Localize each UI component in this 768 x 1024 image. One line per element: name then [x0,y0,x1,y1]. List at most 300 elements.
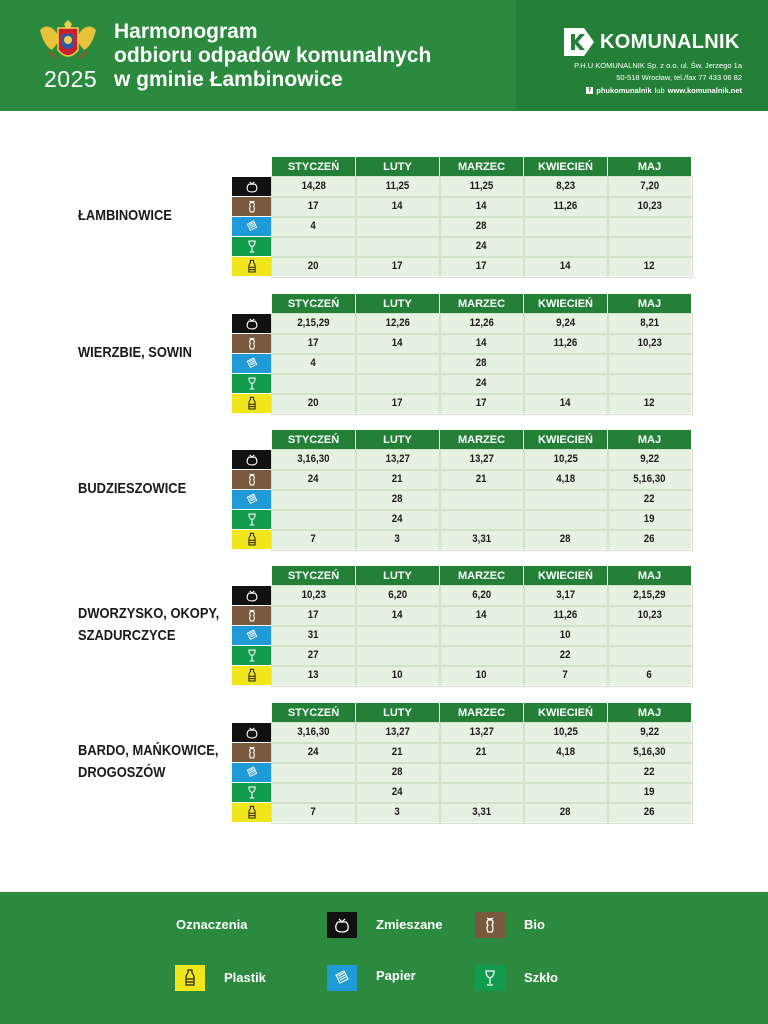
header-corner [232,157,272,177]
pickup-dates-cell [356,803,440,823]
pickup-dates: 10 [560,629,571,641]
pickup-dates-cell [272,530,356,550]
pickup-dates: 24 [392,786,403,798]
pickup-dates: 10,23 [301,589,326,601]
table-row [232,237,692,257]
pickup-dates: 22 [560,649,571,661]
month-header: MARZEC [440,294,524,314]
schedule-table [232,157,692,277]
paper-waste-icon [232,626,272,645]
pickup-dates: 28 [560,806,571,818]
pickup-dates: 3,31 [472,806,491,818]
pickup-dates-cell [524,666,608,686]
pickup-dates: 24 [476,240,487,252]
pickup-dates-cell [272,763,356,783]
pickup-dates-cell [272,803,356,823]
table-row [232,723,692,743]
links-separator: lub [654,85,665,95]
month-header: STYCZEŃ [272,294,356,314]
table-row [232,803,692,823]
glass-waste-icon [232,783,272,802]
pickup-dates: 14,28 [301,180,326,192]
pickup-dates-cell [608,743,692,763]
month-header: MARZEC [440,703,524,723]
table-row [232,606,692,626]
pickup-dates-cell [356,606,440,626]
pickup-dates: 17 [308,200,319,212]
month-header: STYCZEŃ [272,430,356,450]
month-header: MAJ [608,566,692,586]
pickup-dates-cell [272,257,356,277]
mixed-waste-icon [232,314,272,333]
pickup-dates: 10,25 [553,453,578,465]
pickup-dates-cell [608,586,692,606]
pickup-dates-cell [272,723,356,743]
month-header: MAJ [608,430,692,450]
month-header: MARZEC [440,157,524,177]
village-name [78,157,228,275]
pickup-dates-cell [356,470,440,490]
pickup-dates-cell [356,490,440,510]
pickup-dates: 24 [308,473,319,485]
pickup-dates: 14 [476,337,487,349]
pickup-dates-cell [524,530,608,550]
schedule-table [232,566,692,686]
paper-waste-icon [232,354,272,373]
pickup-dates: 3,31 [472,533,491,545]
waste-type-cell [232,257,272,277]
pickup-dates: 13 [308,669,319,681]
month-header: MARZEC [440,566,524,586]
pickup-dates-cell [356,510,440,530]
pickup-dates-cell [440,586,524,606]
pickup-dates: 19 [644,513,655,525]
table-row [232,334,692,354]
pickup-dates: 20 [308,397,319,409]
page-title [114,20,431,92]
pickup-dates-cell [608,354,692,374]
pickup-dates: 3 [394,806,401,818]
month-header: KWIECIEŃ [524,566,608,586]
pickup-dates-cell [272,606,356,626]
pickup-dates-cell [608,197,692,217]
pickup-dates-cell [440,763,524,783]
pickup-dates: 6,20 [472,589,491,601]
table-row [232,666,692,686]
komunalnik-logo-icon [562,26,596,58]
village-section [0,703,768,821]
pickup-dates-cell [440,646,524,666]
bio-waste-icon [232,334,272,353]
pickup-dates-cell [272,237,356,257]
pickup-dates-cell [608,470,692,490]
pickup-dates: 10,23 [637,609,662,621]
waste-type-cell [232,723,272,743]
month-header: LUTY [356,157,440,177]
pickup-dates-cell [356,217,440,237]
pickup-dates: 13,27 [385,726,410,738]
pickup-dates-cell [356,450,440,470]
pickup-dates-cell [272,197,356,217]
village-name-line: SZADURCZYCE [78,627,176,644]
website-link[interactable]: www.komunalnik.net [667,85,742,95]
table-row [232,197,692,217]
pickup-dates: 17 [476,260,487,272]
legend-paper-label: Papier [376,968,416,983]
pickup-dates: 22 [644,493,655,505]
waste-type-cell [232,394,272,414]
pickup-dates-cell [272,743,356,763]
waste-type-cell [232,803,272,823]
pickup-dates-cell [356,723,440,743]
pickup-dates: 11,25 [385,180,410,192]
pickup-dates-cell [272,626,356,646]
pickup-dates-cell [608,450,692,470]
pickup-dates-cell [440,334,524,354]
pickup-dates-cell [440,374,524,394]
pickup-dates: 14 [392,609,403,621]
pickup-dates: 5,16,30 [633,473,666,485]
pickup-dates: 11,25 [469,180,494,192]
legend-paper-icon [327,965,357,991]
pickup-dates-cell [272,314,356,334]
year-label: 2025 [44,66,98,92]
schedule-table [232,294,692,414]
pickup-dates-cell [272,510,356,530]
header-corner [232,294,272,314]
month-header: STYCZEŃ [272,566,356,586]
pickup-dates-cell [356,197,440,217]
month-header-row [232,430,692,450]
schedule-table [232,703,692,823]
village-name-line: DROGOSZÓW [78,764,166,781]
company-panel [516,0,768,111]
pickup-dates: 17 [392,397,403,409]
legend-glass-label: Szkło [524,970,558,985]
pickup-dates-cell [524,743,608,763]
pickup-dates: 12,26 [469,317,494,329]
waste-type-cell [232,490,272,510]
pickup-dates: 2,15,29 [633,589,666,601]
pickup-dates-cell [356,783,440,803]
pickup-dates: 13,27 [469,726,494,738]
pickup-dates-cell [524,217,608,237]
company-logo [562,26,740,58]
plastic-waste-icon [232,257,272,276]
pickup-dates: 12 [644,397,655,409]
waste-type-cell [232,666,272,686]
pickup-dates-cell [272,334,356,354]
table-row [232,177,692,197]
pickup-dates: 8,21 [640,317,659,329]
village-name-line: BUDZIESZOWICE [78,480,187,497]
company-info [574,60,742,97]
pickup-dates-cell [524,314,608,334]
pickup-dates: 14 [560,260,571,272]
plastic-waste-icon [232,530,272,549]
company-phone: 50-518 Wrocław, tel./fax 77 433 06 82 [616,73,742,82]
pickup-dates: 7 [310,806,317,818]
pickup-dates: 4 [310,357,317,369]
title-line-2: odbioru odpadów komunalnych [114,44,432,67]
pickup-dates-cell [272,354,356,374]
pickup-dates: 19 [644,786,655,798]
pickup-dates: 26 [644,533,655,545]
pickup-dates-cell [356,314,440,334]
pickup-dates: 9,22 [640,453,659,465]
waste-type-cell [232,763,272,783]
table-row [232,470,692,490]
pickup-dates-cell [440,530,524,550]
pickup-dates-cell [608,783,692,803]
pickup-dates-cell [608,394,692,414]
pickup-dates: 21 [476,746,487,758]
pickup-dates-cell [608,530,692,550]
month-header: MAJ [608,294,692,314]
glass-waste-icon [232,374,272,393]
month-header: LUTY [356,294,440,314]
pickup-dates-cell [608,490,692,510]
pickup-dates-cell [440,626,524,646]
pickup-dates-cell [440,490,524,510]
village-name-line: DWORZYSKO, OKOPY, [78,605,220,622]
pickup-dates: 14 [476,609,487,621]
pickup-dates-cell [272,490,356,510]
pickup-dates-cell [608,177,692,197]
pickup-dates: 17 [476,397,487,409]
pickup-dates: 3,16,30 [297,453,330,465]
plastic-waste-icon [232,394,272,413]
pickup-dates: 9,22 [640,726,659,738]
pickup-dates: 11,26 [553,200,578,212]
pickup-dates-cell [272,470,356,490]
pickup-dates-cell [356,666,440,686]
legend-plastic-icon [175,965,205,991]
pickup-dates: 5,16,30 [633,746,666,758]
pickup-dates-cell [608,314,692,334]
legend-plastic-label: Plastik [224,970,266,985]
pickup-dates-cell [524,257,608,277]
month-header-row [232,157,692,177]
pickup-dates-cell [608,646,692,666]
pickup-dates-cell [608,374,692,394]
pickup-dates-cell [608,723,692,743]
pickup-dates: 21 [392,473,403,485]
village-name [78,703,228,821]
pickup-dates-cell [272,783,356,803]
glass-waste-icon [232,510,272,529]
month-header-row [232,566,692,586]
pickup-dates: 7,20 [640,180,659,192]
plastic-waste-icon [232,803,272,822]
pickup-dates-cell [440,510,524,530]
waste-type-cell [232,177,272,197]
waste-type-cell [232,586,272,606]
pickup-dates: 10 [476,669,487,681]
pickup-dates-cell [524,510,608,530]
facebook-icon: f [586,87,593,94]
pickup-dates-cell [524,177,608,197]
month-header: KWIECIEŃ [524,157,608,177]
pickup-dates-cell [440,257,524,277]
table-row [232,586,692,606]
pickup-dates-cell [440,803,524,823]
pickup-dates: 2,15,29 [297,317,330,329]
pickup-dates-cell [524,586,608,606]
mixed-waste-icon [232,723,272,742]
pickup-dates-cell [356,354,440,374]
glass-waste-icon [232,646,272,665]
waste-type-cell [232,354,272,374]
village-name [78,566,228,684]
waste-type-cell [232,334,272,354]
pickup-dates-cell [608,237,692,257]
pickup-dates: 21 [476,473,487,485]
glass-waste-icon [232,237,272,256]
pickup-dates-cell [524,237,608,257]
pickup-dates: 6,20 [388,589,407,601]
table-row [232,743,692,763]
title-line-1: Harmonogram [114,20,258,43]
pickup-dates: 3 [394,533,401,545]
pickup-dates-cell [524,334,608,354]
bio-waste-icon [232,606,272,625]
mixed-waste-icon [232,177,272,196]
pickup-dates: 12 [644,260,655,272]
pickup-dates-cell [356,626,440,646]
pickup-dates: 20 [308,260,319,272]
pickup-dates: 3,17 [556,589,575,601]
table-row [232,314,692,334]
pickup-dates-cell [608,217,692,237]
pickup-dates-cell [440,394,524,414]
pickup-dates-cell [440,177,524,197]
bio-waste-icon [232,743,272,762]
brand-name: KOMUNALNIK [600,30,740,53]
facebook-handle[interactable]: phukomunalnik [596,85,652,95]
pickup-dates-cell [272,177,356,197]
pickup-dates-cell [272,450,356,470]
pickup-dates: 3,16,30 [297,726,330,738]
pickup-dates: 10,23 [637,200,662,212]
legend-mixed-label: Zmieszane [376,917,443,932]
pickup-dates-cell [440,470,524,490]
pickup-dates: 14 [392,337,403,349]
pickup-dates-cell [356,334,440,354]
pickup-dates-cell [272,217,356,237]
pickup-dates: 7 [310,533,317,545]
pickup-dates: 4,18 [556,473,575,485]
pickup-dates-cell [608,510,692,530]
plastic-waste-icon [232,666,272,685]
pickup-dates: 27 [308,649,319,661]
month-header: KWIECIEŃ [524,430,608,450]
month-header: KWIECIEŃ [524,703,608,723]
pickup-dates-cell [608,334,692,354]
pickup-dates: 10,25 [553,726,578,738]
legend [0,892,768,1024]
pickup-dates: 24 [392,513,403,525]
waste-type-cell [232,450,272,470]
pickup-dates-cell [272,586,356,606]
pickup-dates: 14 [560,397,571,409]
pickup-dates: 6 [646,669,653,681]
pickup-dates-cell [440,217,524,237]
village-name-line: BARDO, MAŃKOWICE, [78,742,219,759]
month-header: LUTY [356,703,440,723]
waste-type-cell [232,237,272,257]
pickup-dates-cell [524,374,608,394]
pickup-dates: 17 [392,260,403,272]
month-header-row [232,294,692,314]
pickup-dates: 28 [392,766,403,778]
pickup-dates: 31 [308,629,319,641]
month-header: STYCZEŃ [272,703,356,723]
pickup-dates: 14 [392,200,403,212]
pickup-dates-cell [524,470,608,490]
pickup-dates: 11,26 [553,609,578,621]
table-row [232,257,692,277]
table-row [232,217,692,237]
pickup-dates-cell [272,374,356,394]
pickup-dates: 28 [392,493,403,505]
company-links [586,85,742,97]
bio-waste-icon [232,197,272,216]
table-row [232,450,692,470]
pickup-dates-cell [356,586,440,606]
pickup-dates-cell [524,646,608,666]
waste-type-cell [232,743,272,763]
village-section [0,294,768,412]
pickup-dates-cell [524,723,608,743]
village-name [78,294,228,412]
table-row [232,530,692,550]
pickup-dates-cell [440,314,524,334]
pickup-dates: 8,23 [556,180,575,192]
month-header: MARZEC [440,430,524,450]
waste-type-cell [232,626,272,646]
paper-waste-icon [232,217,272,236]
pickup-dates: 10 [392,669,403,681]
coat-of-arms-icon [38,20,98,66]
month-header: MAJ [608,703,692,723]
pickup-dates-cell [524,450,608,470]
village-section [0,430,768,548]
pickup-dates: 26 [644,806,655,818]
table-row [232,394,692,414]
waste-type-cell [232,314,272,334]
pickup-dates-cell [356,237,440,257]
schedule-table [232,430,692,550]
pickup-dates: 4 [310,220,317,232]
village-section [0,566,768,684]
pickup-dates-cell [272,394,356,414]
pickup-dates-cell [608,606,692,626]
pickup-dates: 24 [308,746,319,758]
pickup-dates-cell [440,743,524,763]
pickup-dates-cell [524,763,608,783]
pickup-dates-cell [356,257,440,277]
table-row [232,783,692,803]
pickup-dates: 7 [562,669,569,681]
header-corner [232,430,272,450]
table-row [232,490,692,510]
legend-bio-label: Bio [524,917,545,932]
month-header: MAJ [608,157,692,177]
header-corner [232,703,272,723]
waste-type-cell [232,783,272,803]
pickup-dates-cell [356,177,440,197]
